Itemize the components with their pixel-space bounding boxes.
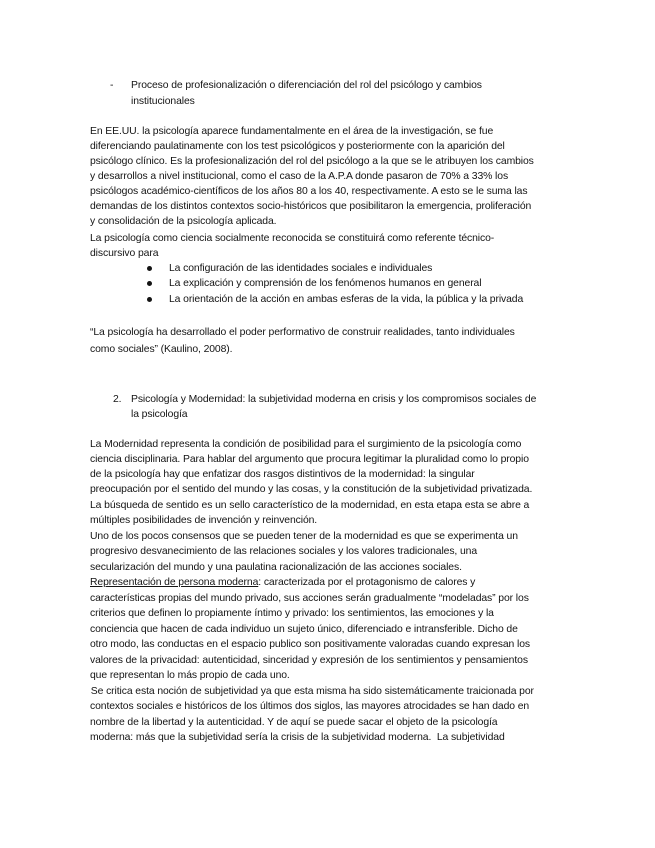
underlined-term: Representación de persona moderna	[90, 577, 259, 588]
paragraph-line: conciencia que hacen de cada individuo un sujeto único, diferenciado e intransferible. Dicho de	[90, 624, 518, 635]
section-heading-line: Psicología y Modernidad: la subjetividad moderna en crisis y los compromisos sociales de	[131, 394, 537, 405]
paragraph-line: contextos sociales e históricos de los últimos dos siglos, las mayores atrocidades se han dado en	[90, 701, 530, 712]
list-dash-marker: -	[110, 80, 114, 91]
paragraph-line: que representan lo más propio de cada uno.	[90, 670, 290, 681]
paragraph-line: discursivo para	[90, 248, 159, 259]
bullet-item: La explicación y comprensión de los fenómenos humanos en general	[169, 278, 482, 289]
paragraph-line: La psicología como ciencia socialmente reconocida se constituirá como referente técnico-	[90, 233, 495, 244]
paragraph-line: de la psicología hay que enfatizar dos rasgos distintivos de la modernidad: la singular	[90, 469, 475, 480]
section-heading-line: institucionales	[131, 96, 195, 107]
paragraph-line: psicólogos académico-científicos de los años 80 a los 40, respectivamente. A esto se le suma las	[90, 186, 528, 197]
paragraph-line: y desarrollos a nivel institucional, como el caso de la A.P.A donde pasaron de 70% a 33% los	[90, 171, 509, 182]
bullet-icon	[147, 297, 152, 302]
paragraph-line: diferenciando paulatinamente con los test psicológicos y posteriormente con la aparición del	[90, 141, 505, 152]
bullet-icon	[147, 266, 152, 271]
paragraph-line: En EE.UU. la psicología aparece fundamentalmente en el área de la investigación, se fue	[90, 126, 494, 137]
paragraph-text: : caracterizada por el protagonismo de calores y	[258, 577, 476, 588]
paragraph-line: progresivo desvanecimiento de las relaciones sociales y los valores tradicionales, una	[90, 546, 478, 557]
paragraph-line: psicólogo clínico. Es la profesionalización del rol del psicólogo a la que se le atribuyen los cambios	[90, 156, 534, 167]
paragraph-line: otro modo, las conductas en el espacio publico son positivamente valoradas cuando expresan los	[90, 639, 530, 650]
paragraph-line	[90, 576, 475, 590]
paragraph-line: Uno de los pocos consensos que se pueden tener de la modernidad es que se experimenta un	[90, 531, 518, 542]
paragraph-line: La Modernidad representa la condición de posibilidad para el surgimiento de la psicología como	[90, 439, 522, 450]
paragraph-line: características propias del mundo privado, sus acciones serán gradualmente “modeladas” por los	[90, 593, 529, 604]
paragraph-line: demandas de los distintos contextos socio-históricos que posibilitaron la emergencia, proliferación	[90, 201, 532, 212]
paragraph-line: y consolidación de la psicología aplicada.	[90, 216, 277, 227]
bullet-icon	[147, 281, 152, 286]
paragraph-line: ciencia disciplinaria. Para hablar del argumento que procura legitimar la pluralidad como lo propio	[90, 454, 529, 465]
paragraph-line: moderna: más que la subjetividad sería la crisis de la subjetividad moderna. La subjetividad	[90, 732, 505, 743]
paragraph-line: criterios que definen lo propiamente íntimo y privado: los sentimientos, las emociones y la	[90, 608, 494, 619]
paragraph-line: Se critica esta noción de subjetividad ya que esta misma ha sido sistemáticamente traicionada por	[88, 686, 534, 697]
section-number: 2.	[113, 394, 122, 405]
bullet-item: La configuración de las identidades sociales e individuales	[169, 263, 433, 274]
paragraph-line: secularización del mundo y una paulatina racionalización de las acciones sociales.	[90, 562, 462, 573]
section-heading-line: la psicología	[131, 409, 188, 420]
quote-line: como sociales” (Kaulino, 2008).	[90, 344, 233, 355]
paragraph-line: La búsqueda de sentido es un sello característico de la modernidad, en esta etapa esta se abre a	[90, 500, 530, 511]
quote-line: “La psicología ha desarrollado el poder performativo de construir realidades, tanto individuales	[90, 327, 515, 338]
paragraph-line: preocupación por el sentido del mundo y las cosas, y la constitución de la subjetividad privatizada.	[90, 484, 533, 495]
paragraph-line: nombre de la libertad y la autenticidad. Y de aquí se puede sacar el objeto de la psicología	[90, 717, 498, 728]
paragraph-line: valores de la privacidad: autenticidad, sinceridad y expresión de los sentimientos y pensamientos	[90, 655, 528, 666]
bullet-item: La orientación de la acción en ambas esferas de la vida, la pública y la privada	[169, 294, 524, 305]
section-heading-line: Proceso de profesionalización o diferenciación del rol del psicólogo y cambios	[131, 80, 482, 91]
paragraph-line: múltiples posibilidades de invención y reinvención.	[90, 515, 318, 526]
